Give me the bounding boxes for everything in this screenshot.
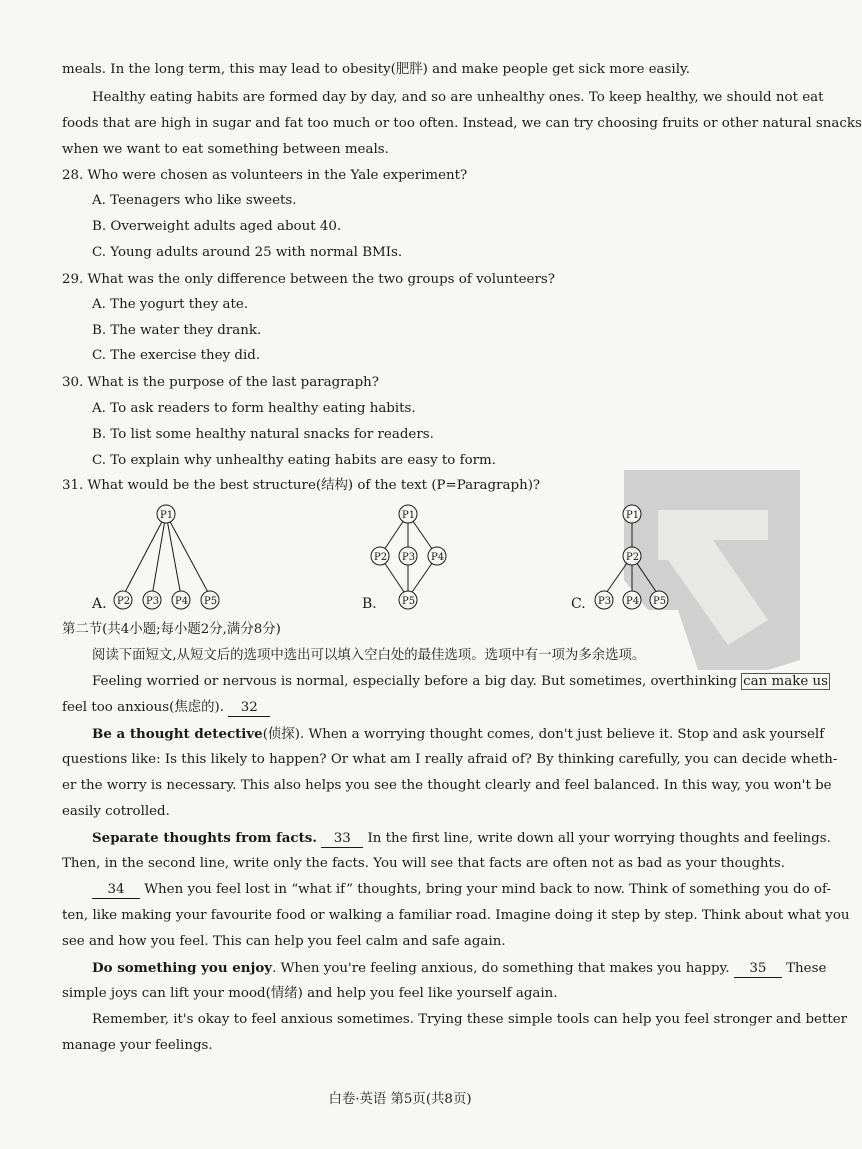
answer-option: B. The water they drank. xyxy=(92,323,262,338)
passage-line: Separate thoughts from facts. 33 In the first line, write down all your worrying thoughts and feelings. xyxy=(92,830,831,846)
passage-line: Be a thought detective(侦探). When a worrying thought comes, don't just believe it. Stop and ask yourself xyxy=(92,726,825,742)
highlighted-text: can make us xyxy=(743,674,829,689)
passage-line: easily cotrolled. xyxy=(62,804,170,819)
svg-text:P5: P5 xyxy=(402,596,416,607)
passage-line: 34 When you feel lost in “what if” thoughts, bring your mind back to now. Think of something you do of- xyxy=(92,880,831,900)
node-p2 xyxy=(114,591,132,609)
passage-line: simple joys can lift your mood(情绪) and help you feel like yourself again. xyxy=(62,986,558,1001)
option-c-label: C. xyxy=(571,596,586,612)
question-stem: 28. Who were chosen as volunteers in the Yale experiment? xyxy=(62,168,468,183)
svg-text:P3: P3 xyxy=(402,552,416,563)
answer-option: B. To list some healthy natural snacks for readers. xyxy=(92,427,434,442)
answer-option: C. Young adults around 25 with normal BMIs. xyxy=(92,245,403,260)
passage-line: when we want to eat something between meals. xyxy=(62,142,389,157)
passage-line: Then, in the second line, write only the facts. You will see that facts are often not as bad as your thoughts. xyxy=(62,856,786,871)
subheading: Separate thoughts from facts. xyxy=(92,830,317,846)
blank-34: 34 xyxy=(92,882,140,899)
svg-text:P1: P1 xyxy=(402,510,416,521)
subheading: Be a thought detective xyxy=(92,726,263,742)
passage-line: see and how you feel. This can help you feel calm and safe again. xyxy=(62,934,506,949)
page-footer: 白卷·英语 第5页(共8页) xyxy=(328,1092,472,1107)
answer-option: A. To ask readers to form healthy eating habits. xyxy=(92,401,416,416)
passage-line: foods that are high in sugar and fat too much or too often. Instead, we can try choosing fruits or other natural snacks xyxy=(62,116,862,131)
passage-line: Feeling worried or nervous is normal, especially before a big day. But sometimes, overthinking can make us xyxy=(92,674,829,689)
svg-text:P4: P4 xyxy=(175,596,189,607)
svg-text:P1: P1 xyxy=(626,510,640,521)
passage-line: questions like: Is this likely to happen? Or what am I really afraid of? By thinking carefully, you can decide wheth- xyxy=(62,752,838,767)
svg-text:P5: P5 xyxy=(653,596,667,607)
passage-line: Remember, it's okay to feel anxious sometimes. Trying these simple tools can help you feel stronger and better xyxy=(92,1012,848,1027)
answer-option: A. Teenagers who like sweets. xyxy=(92,193,297,208)
node-p1 xyxy=(157,505,175,523)
node-p4 xyxy=(172,591,190,609)
option-a-label: A. xyxy=(92,596,107,612)
passage-line: Do something you enjoy. When you're feeling anxious, do something that makes you happy. 35 These xyxy=(92,960,827,976)
structure-diagram-b xyxy=(366,500,456,614)
svg-text:P4: P4 xyxy=(626,596,640,607)
passage-line: manage your feelings. xyxy=(62,1038,213,1053)
blank-35: 35 xyxy=(734,961,782,978)
section-instruction: 阅读下面短文,从短文后的选项中选出可以填入空白处的最佳选项。选项中有一项为多余选项。 xyxy=(92,648,646,663)
passage-line: feel too anxious(焦虑的). 32 xyxy=(62,698,270,718)
structure-diagram-a xyxy=(105,500,225,614)
blank-32: 32 xyxy=(228,700,270,717)
svg-text:P4: P4 xyxy=(431,552,445,563)
svg-text:P2: P2 xyxy=(374,552,388,563)
option-b-label: B. xyxy=(362,596,377,612)
svg-text:P3: P3 xyxy=(146,596,160,607)
passage-line: Healthy eating habits are formed day by day, and so are unhealthy ones. To keep healthy, we should not eat xyxy=(92,90,824,105)
node-p3 xyxy=(143,591,161,609)
question-stem: 30. What is the purpose of the last paragraph? xyxy=(62,375,379,390)
answer-option: C. To explain why unhealthy eating habits are easy to form. xyxy=(92,453,496,468)
svg-text:P5: P5 xyxy=(204,596,218,607)
svg-text:P1: P1 xyxy=(160,510,174,521)
structure-diagram-c xyxy=(590,500,680,614)
answer-option: C. The exercise they did. xyxy=(92,348,261,363)
node-p5 xyxy=(201,591,219,609)
question-stem: 29. What was the only difference between the two groups of volunteers? xyxy=(62,272,555,287)
answer-option: B. Overweight adults aged about 40. xyxy=(92,219,342,234)
passage-line: er the worry is necessary. This also helps you see the thought clearly and feel balanced. In this way, you won't be xyxy=(62,778,832,793)
svg-text:P3: P3 xyxy=(598,596,612,607)
blank-33: 33 xyxy=(321,831,363,848)
svg-text:P2: P2 xyxy=(117,596,131,607)
svg-text:P2: P2 xyxy=(626,552,640,563)
passage-line: ten, like making your favourite food or walking a familiar road. Imagine doing it step by step. Think about what you xyxy=(62,908,850,923)
passage-line: meals. In the long term, this may lead to obesity(肥胖) and make people get sick more easily. xyxy=(62,62,691,77)
question-stem: 31. What would be the best structure(结构) of the text (P=Paragraph)? xyxy=(62,478,541,493)
answer-option: A. The yogurt they ate. xyxy=(92,297,249,312)
subheading: Do something you enjoy xyxy=(92,960,273,976)
section-title: 第二节(共4小题;每小题2分,满分8分) xyxy=(62,622,281,637)
